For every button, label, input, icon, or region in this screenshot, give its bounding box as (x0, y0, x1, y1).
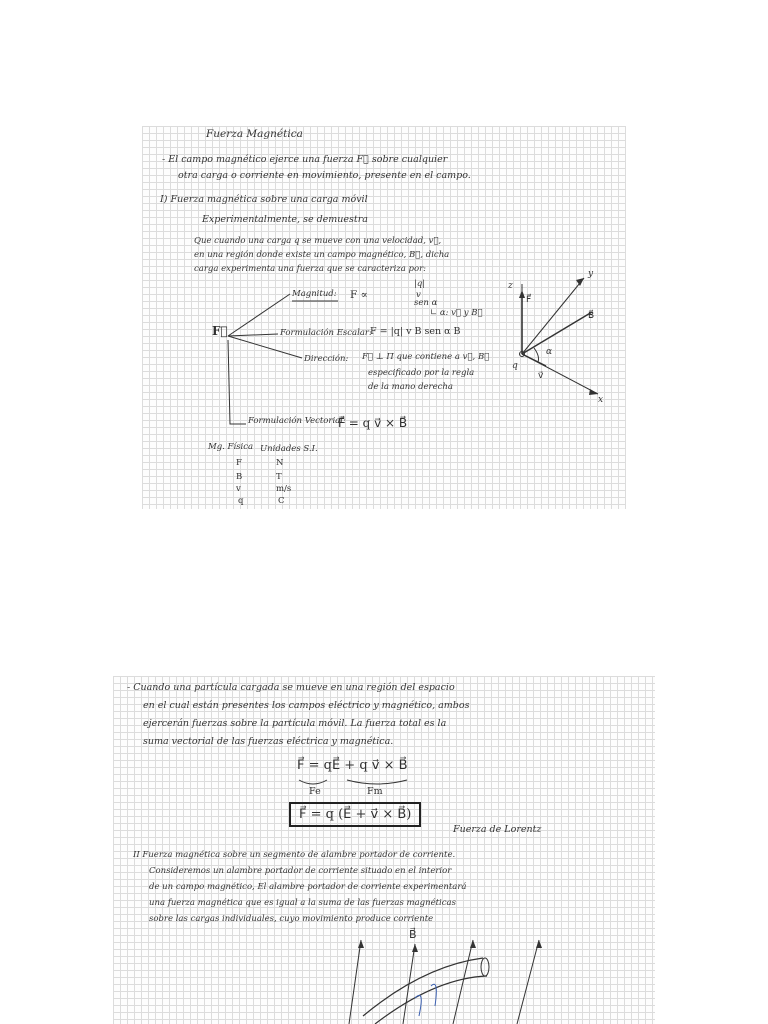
wire-cross-section-a (415, 995, 421, 1016)
direccion-line-1: F⃗ ⊥ Π que contiene a v⃗, B⃗ (362, 352, 490, 362)
escalar-label: Formulación Escalar: (280, 328, 372, 338)
direccion-line-3: de la mano derecha (368, 382, 453, 392)
field-line-3 (453, 940, 473, 1024)
brace-Fm (347, 780, 407, 784)
lorentz-line-1: - Cuando una partícula cargada se mueve en una región del espacio (127, 682, 455, 693)
paragraph-line-3: carga experimenta una fuerza que se caracteriza por: (194, 264, 427, 274)
section2-line-5: sobre las cargas individuales, cuyo movimiento produce corriente (149, 914, 434, 924)
direccion-label: Dirección: (304, 354, 349, 364)
intro-line-1: - El campo magnético ejerce una fuerza F⃗ sobre cualquier (162, 154, 448, 165)
table-unit-C: C (278, 496, 285, 506)
proportional-sin: sen α (414, 298, 438, 308)
B-field-label: B⃗ (409, 928, 417, 941)
paragraph-line-2: en una región donde existe un campo magnético, B⃗, dicha (194, 250, 450, 260)
table-unit-N: N (276, 458, 284, 468)
lorentz-line-2: en el cual están presentes los campos eléctrico y magnético, ambos (143, 700, 470, 711)
table-unit-T: T (276, 472, 282, 482)
bracket-line-escalar (228, 334, 278, 336)
magnitud-label: Magnitud: (292, 289, 337, 299)
magnetic-force-label: Fm (367, 786, 383, 797)
sum-expression: F⃗ = qE⃗ + q v⃗ × B⃗ (297, 758, 408, 773)
bracket-line-magnitud (228, 294, 290, 336)
section2-line-1: II Fuerza magnética sobre un segmento de alambre portador de corriente. (133, 850, 456, 860)
table-mag-B: B (236, 472, 243, 482)
charge-label: q (512, 361, 518, 371)
vectorial-label: Formulación Vectorial: (248, 416, 346, 426)
x-axis-label: x (598, 395, 604, 405)
wire-top-edge (363, 958, 483, 1016)
y-axis (522, 278, 584, 354)
table-mag-F: F (236, 458, 242, 468)
escalar-expression: F = |q| v B sen α B (370, 326, 461, 337)
z-axis-label: z (508, 281, 513, 291)
wire-bottom-edge (375, 976, 487, 1024)
brace-Fe (299, 780, 327, 784)
electric-force-label: Fe (309, 786, 321, 797)
proportional-q: |q| (414, 279, 426, 289)
alpha-label: α (546, 347, 553, 357)
field-line-1 (349, 940, 361, 1024)
section2-line-3: de un campo magnético, El alambre portador de corriente experimentará (149, 882, 467, 892)
paragraph-line-1: Que cuando una carga q se mueve con una velocidad, v⃗, (194, 236, 442, 246)
magnitud-expression: F ∝ (350, 289, 368, 301)
table-mag-q: q (238, 496, 244, 506)
section-title-1: I) Fuerza magnética sobre una carga móvil (160, 194, 368, 205)
y-axis-label: y (588, 269, 594, 279)
angle-definition: ∟ α: v⃗ y B⃗ (430, 308, 483, 318)
table-mag-v: v (236, 484, 241, 494)
experimental-text: Experimentalmente, se demuestra (202, 214, 368, 225)
section2-line-4: una fuerza magnética que es igual a la suma de las fuerzas magnéticas (149, 898, 456, 908)
lorentz-force-box: F⃗ = q (E⃗ + v⃗ × B⃗) (289, 802, 421, 827)
bracket-line-vectorial (228, 340, 246, 424)
lorentz-name: Fuerza de Lorentz (453, 824, 542, 835)
notebook-page-1 (142, 126, 626, 509)
field-line-4 (517, 940, 539, 1024)
v-vector-label: v⃗ (538, 371, 544, 381)
B-vector (522, 312, 592, 354)
notebook-page-2 (113, 676, 655, 1024)
table-header-magnitude: Mg. Física (208, 442, 254, 452)
direccion-line-2: especificado por la regla (368, 368, 475, 378)
B-vector-label: B⃗ (588, 311, 595, 321)
table-unit-ms: m/s (276, 484, 292, 494)
wire-end (481, 958, 489, 976)
lorentz-line-4: suma vectorial de las fuerzas eléctrica y magnética. (143, 736, 394, 747)
F-vector-label: F⃗ (526, 295, 532, 305)
proportional-v: v (416, 290, 421, 300)
table-header-units: Unidades S.I. (260, 444, 318, 454)
section2-line-2: Consideremos un alambre portador de corriente situado en el interior (149, 866, 452, 876)
force-symbol: F⃗ (212, 324, 228, 338)
bracket-line-direccion (228, 336, 302, 358)
page2-drawings (113, 676, 655, 1024)
lorentz-line-3: ejercerán fuerzas sobre la partícula móvil. La fuerza total es la (143, 718, 447, 729)
intro-line-2: otra carga o corriente en movimiento, presente en el campo. (178, 170, 471, 181)
vectorial-expression: F⃗ = q v⃗ × B⃗ (338, 416, 408, 430)
page1-drawings (142, 126, 626, 509)
v-vector (522, 354, 546, 366)
page-title: Fuerza Magnética (206, 128, 303, 140)
